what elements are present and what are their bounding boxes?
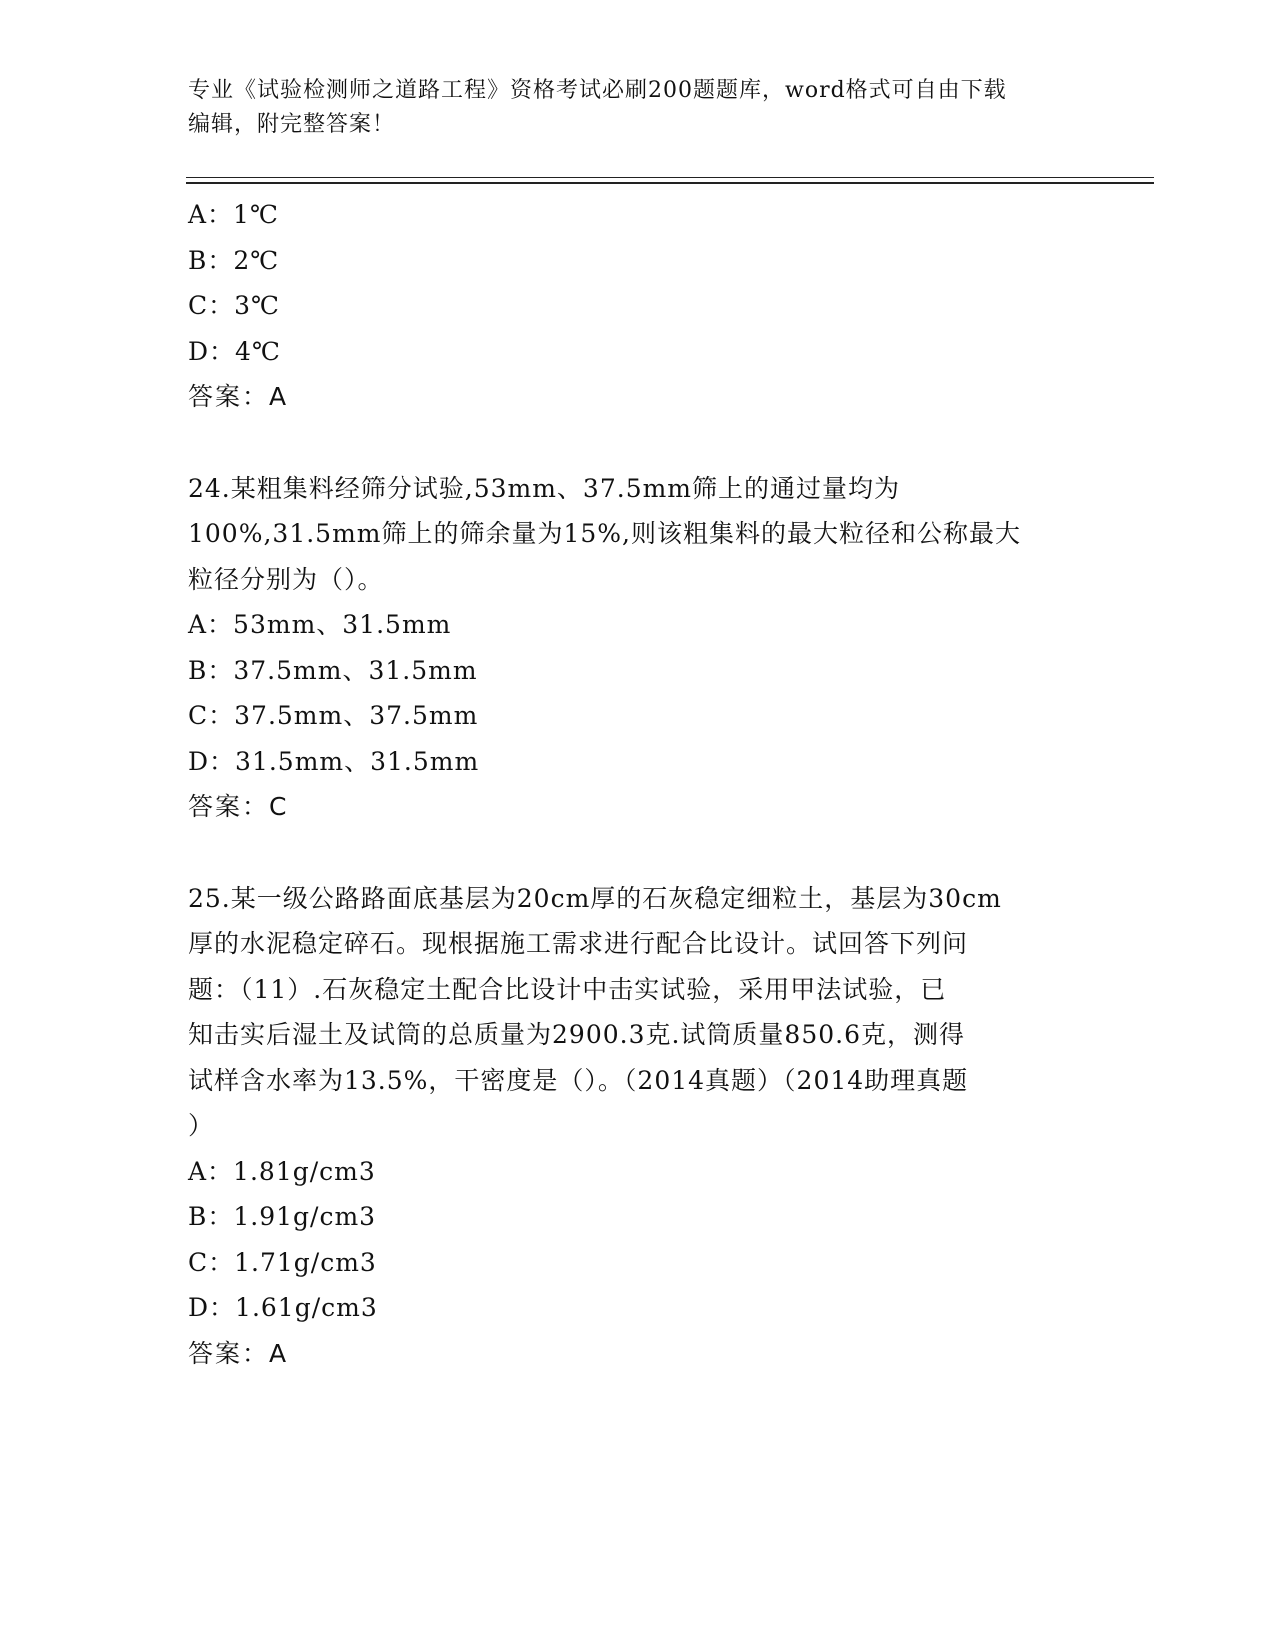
question-24-stem-line-3: 粒径分别为（）。 xyxy=(188,564,384,594)
question-25-stem-line-5: 试样含水率为13.5%，干密度是（）。（2014真题）（2014助理真题 xyxy=(188,1065,969,1095)
question-25-answer: 答案：A xyxy=(188,1338,289,1368)
question-24-option-d: D：31.5mm、31.5mm xyxy=(188,746,480,776)
question-25-stem-line-6: ） xyxy=(188,1111,215,1140)
question-23-block xyxy=(188,192,1068,420)
question-25-option-a: A：1.81g/cm3 xyxy=(188,1156,376,1186)
question-spacer xyxy=(188,830,1068,876)
question-24-block xyxy=(188,466,1068,830)
question-24-option-b: B：37.5mm、31.5mm xyxy=(188,655,478,685)
question-23-option-c: C：3℃ xyxy=(188,291,281,320)
question-25-option-c: C：1.71g/cm3 xyxy=(188,1247,377,1277)
header-rule-thin xyxy=(186,177,1154,178)
question-spacer xyxy=(188,420,1068,466)
question-24-option-c: C：37.5mm、37.5mm xyxy=(188,701,479,730)
question-25-stem-line-4: 知击实后湿土及试筒的总质量为2900.3克.试筒质量850.6克，测得 xyxy=(188,1020,965,1049)
question-25-option-b: B：1.91g/cm3 xyxy=(188,1202,377,1231)
header-rule-thick xyxy=(186,182,1154,184)
question-25-option-d: D：1.61g/cm3 xyxy=(188,1293,378,1322)
header-line-1: 专业《试验检测师之道路工程》资格考试必刷200题题库，word格式可自由下载 xyxy=(188,78,1007,103)
question-24-stem-line-2: 100%,31.5mm筛上的筛余量为15%,则该粗集料的最大粒径和公称最大 xyxy=(188,519,1022,548)
question-23-option-b: B：2℃ xyxy=(188,245,280,275)
question-23-answer: 答案：A xyxy=(188,382,289,411)
question-23-option-a: A：1℃ xyxy=(188,200,279,229)
header-line-2: 编辑，附完整答案！ xyxy=(188,112,396,137)
question-23-option-d: D：4℃ xyxy=(188,336,281,366)
question-25-block xyxy=(188,876,1068,1377)
question-24-option-a: A：53mm、31.5mm xyxy=(188,610,452,639)
question-25-stem-line-1: 25.某一级公路路面底基层为20cm厚的石灰稳定细粒土，基层为30cm xyxy=(188,883,1002,913)
question-24-answer: 答案：C xyxy=(188,792,289,821)
question-25-stem-line-3: 题：（11）.石灰稳定土配合比设计中击实试验，采用甲法试验，已 xyxy=(188,974,947,1004)
document-header xyxy=(188,74,1068,142)
question-25-stem-line-2: 厚的水泥稳定碎石。现根据施工需求进行配合比设计。试回答下列问 xyxy=(188,929,969,958)
question-24-stem-line-1: 24.某粗集料经筛分试验,53mm、37.5mm筛上的通过量均为 xyxy=(188,473,901,503)
document-body xyxy=(188,192,1068,1376)
